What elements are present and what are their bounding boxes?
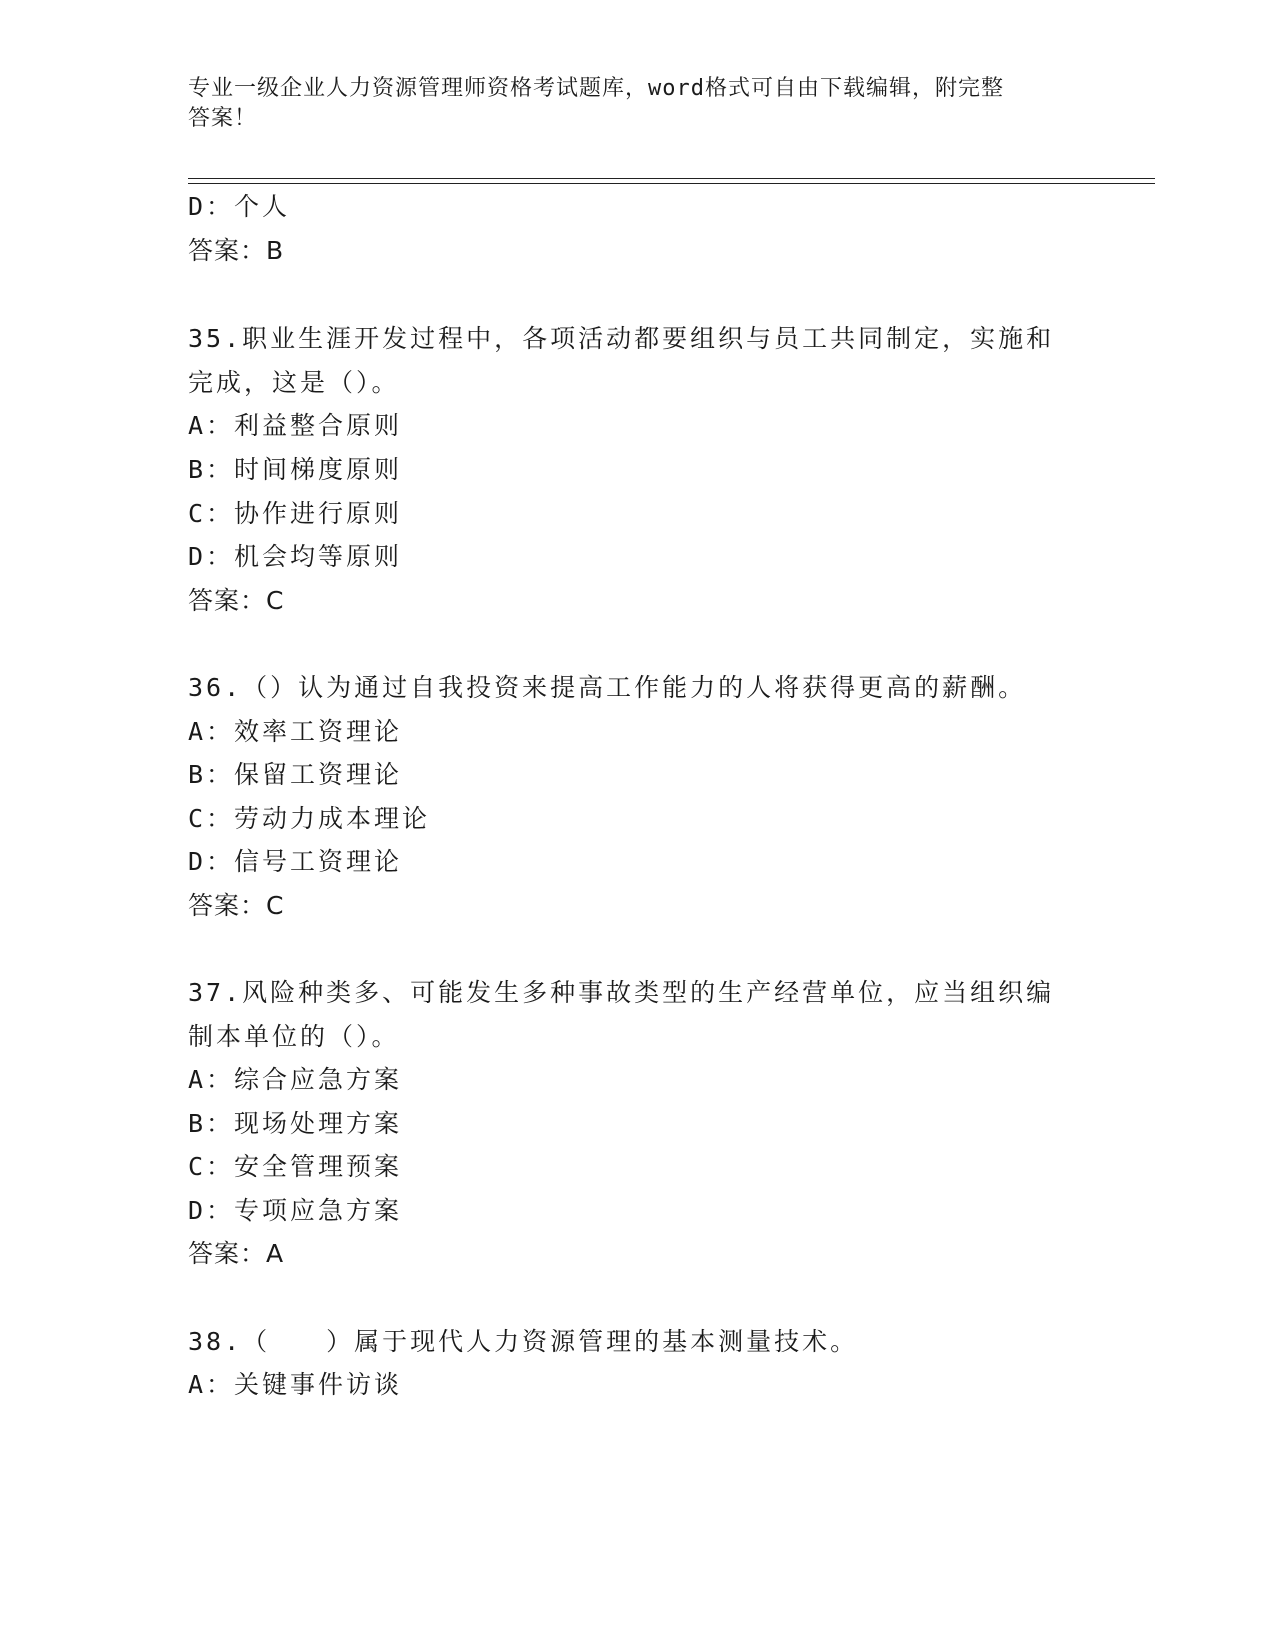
header-line-1: 专业一级企业人力资源管理师资格考试题库，word格式可自由下载编辑，附完整: [188, 76, 1004, 101]
q35-option-d: D：机会均等原则: [188, 542, 403, 571]
q36-option-b: B：保留工资理论: [188, 760, 403, 789]
header-divider-top: [188, 178, 1155, 179]
q36-answer: 答案：C: [188, 891, 285, 920]
q37-option-a: A：综合应急方案: [188, 1065, 403, 1094]
q36-stem: 36.（）认为通过自我投资来提高工作能力的人将获得更高的薪酬。: [188, 673, 1027, 702]
prev-answer: 答案：B: [188, 236, 285, 265]
q35-option-b: B：时间梯度原则: [188, 455, 403, 484]
q36-option-c: C：劳动力成本理论: [188, 804, 431, 833]
q36-option-d: D：信号工资理论: [188, 847, 403, 876]
q37-stem-line-2: 制本单位的（）。: [188, 1022, 400, 1051]
q38-option-a: A：关键事件访谈: [188, 1370, 403, 1399]
q37-option-b: B：现场处理方案: [188, 1109, 403, 1138]
q35-option-c: C：协作进行原则: [188, 499, 403, 528]
q36-option-a: A：效率工资理论: [188, 717, 403, 746]
q35-stem-line-2: 完成，这是（）。: [188, 368, 400, 397]
q37-answer: 答案：A: [188, 1239, 285, 1268]
q38-stem: 38.（ ）属于现代人力资源管理的基本测量技术。: [188, 1327, 859, 1356]
q37-option-c: C：安全管理预案: [188, 1152, 403, 1181]
header-divider-bottom: [188, 183, 1155, 184]
prev-option-d: D：个人: [188, 192, 291, 221]
q37-option-d: D：专项应急方案: [188, 1196, 403, 1225]
header-line-2: 答案！: [188, 106, 258, 131]
q37-stem-line-1: 37.风险种类多、可能发生多种事故类型的生产经营单位，应当组织编: [188, 978, 1055, 1007]
document-header: [188, 74, 1068, 134]
q35-stem-line-1: 35.职业生涯开发过程中，各项活动都要组织与员工共同制定，实施和: [188, 324, 1055, 353]
q35-option-a: A：利益整合原则: [188, 411, 403, 440]
q35-answer: 答案：C: [188, 586, 285, 615]
